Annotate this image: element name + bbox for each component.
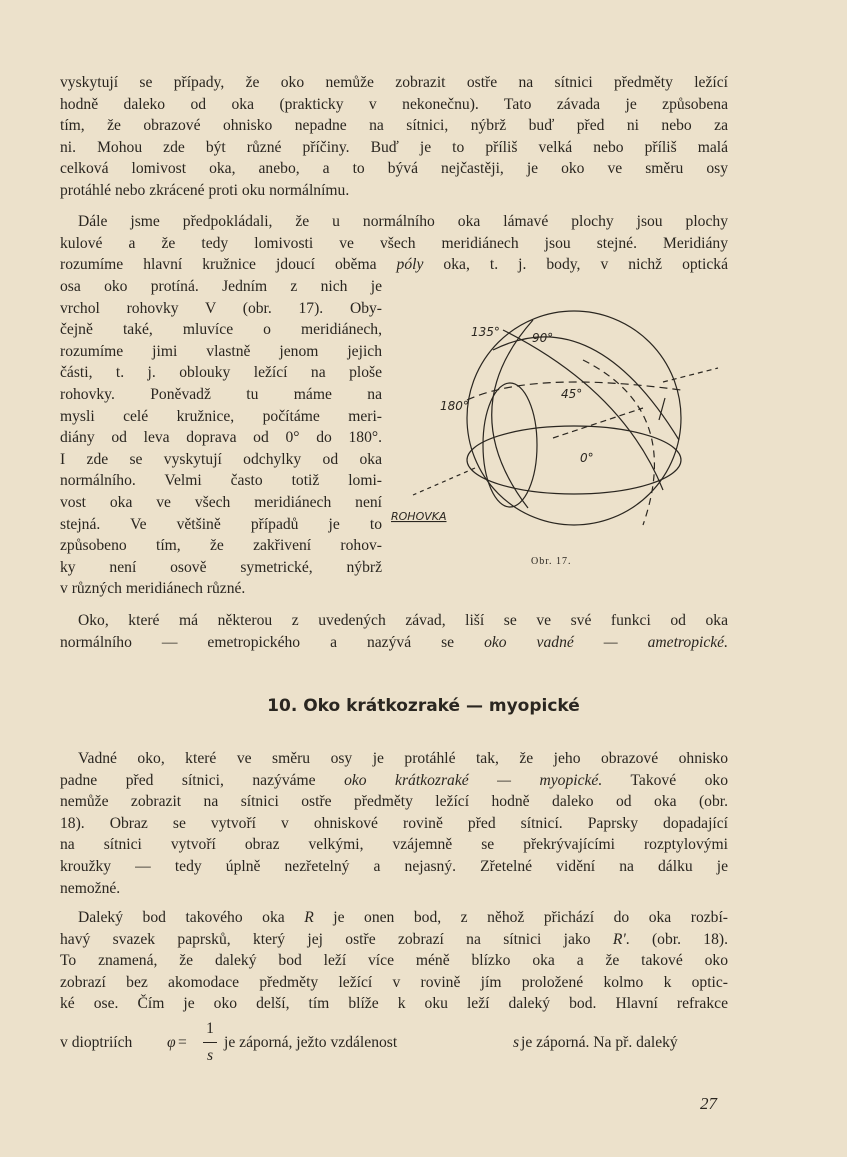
text-run: je záporná, ježto vzdálenost [224,1034,398,1051]
meridian-180-ellipse [483,383,537,507]
text-line: mysli celé kružnice, počítáme meri- [60,407,382,425]
paragraph-5 [60,907,728,1015]
fraction-denominator: s [206,1047,214,1064]
text-line: stejná. Ve většině případů je to [60,515,382,533]
section-heading: 10. Oko krátkozraké — myopické [267,696,580,716]
symbol-phi: φ [167,1034,176,1051]
symbol-r: R [304,909,314,926]
formula-line [60,1018,728,1074]
text-run: je záporná. Na př. daleký [521,1034,678,1051]
text-line: v různých meridiánech různé. [60,580,246,598]
symbol-s: s [513,1034,520,1051]
text-run: Daleký bod takového oka [78,909,305,926]
text-line: zobrazí bez akomodace předměty ležící v rovině jím proložené kolmo k optic- [60,973,728,991]
text-line: normálního. Velmi často totiž lomi- [60,472,382,490]
text-line: nemůže zobrazit na sítnici ostře předměty ležící hodně daleko od oka (obr. [60,793,728,811]
rohovka-leader [413,468,475,495]
emphasis-term: oko krátkozraké — myopické. [344,771,603,789]
text-line [60,254,728,276]
meridian-figure [383,290,723,580]
paragraph-3 [60,610,728,653]
meridian-back-dashed [583,360,654,525]
paragraph-2-column [60,276,382,600]
text-line: ky není osově symetrické, nýbrž [60,558,382,576]
text-line: Oko, které má některou z uvedených závad, liší se ve své funkci od oka [78,612,728,629]
text-line: celková lomivost oka, anebo, a to bývá nejčastěji, je oko ve směru osy [60,160,728,178]
paragraph-4 [60,748,728,899]
text-line: hodně daleko od oka (prakticky v nekonečnu). Tato závada je způsobena [60,95,728,113]
meridian-90-arc [503,330,663,490]
emphasis-term: oko vadné — ametropické. [484,633,728,651]
text-line: na sítnici vytvoří obraz velkými, vzájemně se překrývajícími rozptylovými [60,836,728,854]
text-line: rohovky. Poněvadž tu máme na [60,385,382,403]
text-line: 18). Obraz se vytvoří v ohniskové rovině před sítnicí. Paprsky dopadající [60,814,728,832]
text-line: vrchol rohovky V (obr. 17). Oby- [60,299,382,317]
text-line: osa oko protíná. Jedním z nich je [60,278,382,295]
label-0: 0° [580,451,594,465]
text-line: vyskytují se případy, že oko nemůže zobrazit ostře na sítnici předměty ležící [60,74,728,91]
label-rohovka: ROHOVKA [391,510,447,523]
axis-extension [663,368,718,382]
symbol-r-prime: R' [612,930,626,948]
emphasis-poly: póly [396,256,424,274]
text-run: rozumíme hlavní kružnice jdoucí oběma [60,256,397,274]
label-90: 90° [532,331,554,345]
text-line: Vadné oko, které ve směru osy je protáhlé tak, že jeho obrazové ohnisko [78,750,728,767]
text-line: kroužky — tedy úplně nezřetelný a nejasný. Zřetelné vidění na dálku je [60,857,728,875]
label-180: 180° [440,399,469,413]
fraction-numerator: 1 [206,1020,214,1037]
text-line [60,929,728,951]
page-number: 27 [700,1094,717,1113]
text-line: části, t. j. oblouky ležící na ploše [60,364,382,382]
text-line: způsobeno tím, že zakřivení rohov- [60,537,382,555]
text-line: nemožné. [60,879,121,897]
text-line: To znamená, že daleký bod leží více méně blízko oka a že takové oko [60,952,728,970]
text-run: padne před sítnici, nazýváme [60,771,345,789]
text-run: normálního — emetropického a nazývá se [60,633,485,651]
paragraph-1 [60,72,728,202]
paragraph-2 [60,211,728,276]
text-line: diány od leva doprava od 0° do 180°. [60,429,382,447]
text-line [60,770,728,792]
text-line: tím, že obrazové ohnisko nepadne na sítnici, nýbrž buď před ni nebo za [60,117,728,135]
label-135: 135° [471,325,500,339]
text-run: Takové oko [602,771,728,789]
text-line: ké ose. Čím je oko delší, tím blíže k oku leží daleký bod. Hlavní refrakce [60,995,728,1013]
label-45: 45° [561,387,583,401]
text-run: oka, t. j. body, v nichž optická [423,256,728,274]
text-line: protáhlé nebo zkrácené proti oku normálnímu. [60,181,350,199]
cornea-sphere-outline [467,311,681,525]
text-run: je onen bod, z něhož přichází do oka rozbí- [313,909,728,926]
text-run: havý svazek paprsků, který jej ostře zobrazí na sítnici jako [60,930,613,948]
text-line [60,632,728,654]
text-run: v dioptriích [60,1034,133,1051]
figure-caption: Obr. 17. [531,556,572,567]
text-line: rozumíme jimi vlastně jenom jejich [60,342,382,360]
text-line: I zde se vyskytují odchylky od oka [60,450,382,468]
text-line: Dále jsme předpokládali, že u normálního oka lámavé plochy jsou plochy [78,213,728,230]
text-line: vost oka ve všech meridiánech není [60,493,382,511]
text-run: . (obr. 18). [625,930,728,948]
axis-dashed-line [553,408,643,438]
text-line: kulové a že tedy lomivosti ve všech meridiánech jsou stejné. Meridiány [60,234,728,252]
equals-sign: = [178,1034,187,1051]
text-line [60,907,728,929]
text-line: čejně také, mluvíce o meridiánech, [60,321,382,339]
fraction-bar [203,1042,217,1043]
text-line: ni. Mohou zde být různé příčiny. Buď je to příliš velká nebo příliš malá [60,138,728,156]
